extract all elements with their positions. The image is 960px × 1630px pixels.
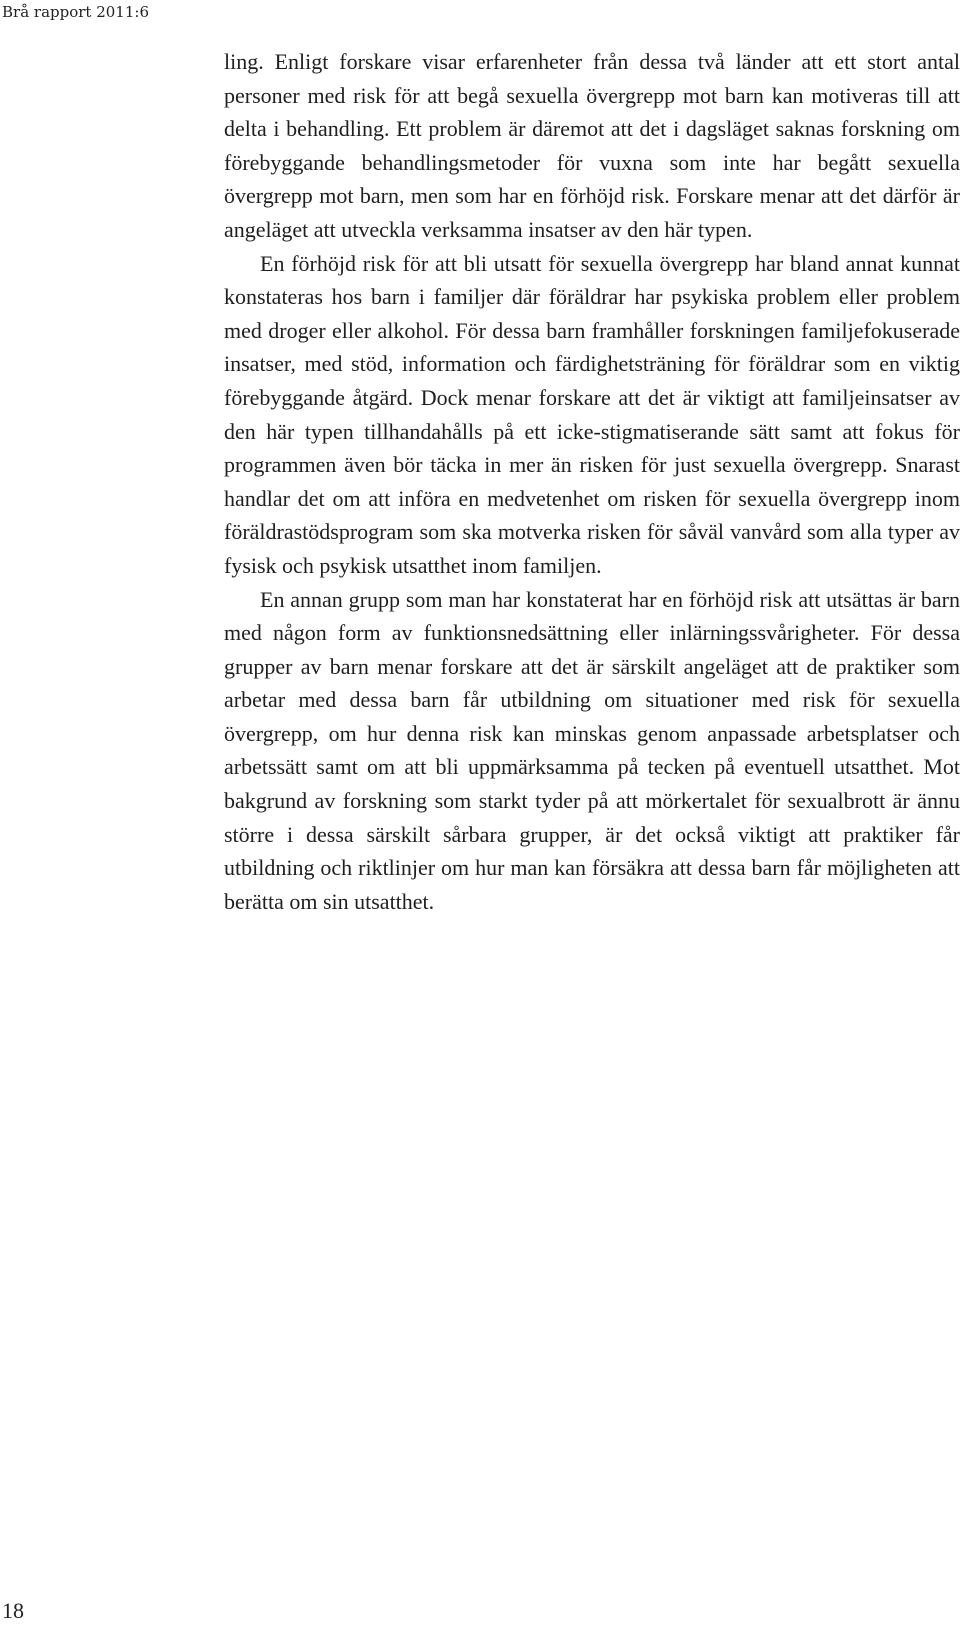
paragraph-1: ling. Enligt forskare visar erfarenheter från dessa två länder att ett stort antal personer med risk för att begå sexuella övergrepp mot barn kan motiveras till att delta i behandling. Ett problem är däremot att det i dagsläget saknas forskning om förebyggande behandlingsmetoder för vuxna som inte har begått sexuella övergrepp mot barn, men som har en förhöjd risk. Forskare menar att det därför är angeläget att utveckla verksamma insatser av den här typen. <box>224 49 960 242</box>
body-text <box>224 45 960 918</box>
running-header: Brå rapport 2011:6 <box>2 3 149 21</box>
page-number: 18 <box>2 1598 24 1623</box>
paragraph-2: En förhöjd risk för att bli utsatt för sexuella övergrepp har bland annat kunnat konstateras hos barn i familjer där föräldrar har psykiska problem eller problem med droger eller alkohol. För dessa barn framhåller forskningen familjefokuserade insatser, med stöd, information och färdighetsträning för föräldrar som en viktig förebyggande åtgärd. Dock menar forskare att det är viktigt att familjeinsatser av den här typen tillhandahålls på ett icke-stigmatiserande sätt samt att fokus för programmen även bör täcka in mer än risken för just sexuella övergrepp. Snarast handlar det om att införa en medvetenhet om risken för sexuella övergrepp inom föräldrastödsprogram som ska motverka risken för såväl vanvård som alla typer av fysisk och psykisk utsatthet inom familjen. <box>224 250 960 578</box>
paragraph-3: En annan grupp som man har konstaterat har en förhöjd risk att utsättas är barn med någon form av funktionsnedsättning eller inlärningssvårigheter. För dessa grupper av barn menar forskare att det är särskilt angeläget att de praktiker som arbetar med dessa barn får utbildning om situationer med risk för sexuella övergrepp, om hur denna risk kan minskas genom anpassade arbetsplatser och arbetssätt samt om att bli uppmärksamma på tecken på eventuell utsatthet. Mot bakgrund av forskning som starkt tyder på att mörkertalet för sexualbrott är ännu större i dessa särskilt sårbara grupper, är det också viktigt att praktiker får utbildning och riktlinjer om hur man kan försäkra att dessa barn får möjligheten att berätta om sin utsatthet. <box>224 586 960 914</box>
